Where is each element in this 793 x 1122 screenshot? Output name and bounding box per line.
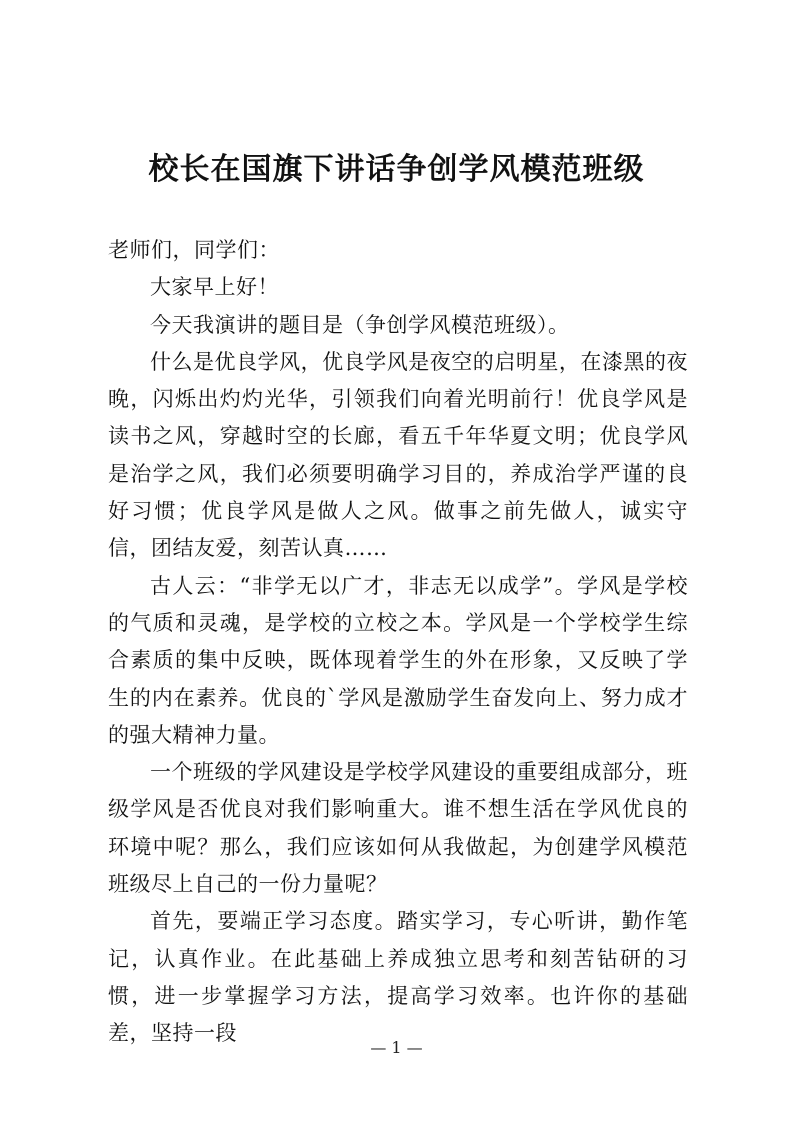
- document-title: 校长在国旗下讲话争创学风模范班级: [148, 152, 645, 187]
- salutation: 老师们，同学们：: [108, 238, 280, 262]
- paragraph-first-attitude: 首先，要端正学习态度。踏实学习，专心听讲，勤作笔记，认真作业。在此基础上养成独立思考和刻苦钻研的习惯，进一步掌握学习方法，提高学习效率。也许你的基础差，坚持一段: [108, 909, 688, 1046]
- page-number: — 1 —: [370, 1038, 423, 1057]
- paragraph-what-is-good-study-style: 什么是优良学风，优良学风是夜空的启明星，在漆黑的夜晚，闪烁出灼灼光华，引领我们向着光明前行！优良学风是读书之风，穿越时空的长廊，看五千年华夏文明；优良学风是治学之风，我们必须要明确学习目的，养成治学严谨的良好习惯；优良学风是做人之风。做事之前先做人，诚实守信，团结友爱，刻苦认真……: [108, 349, 688, 561]
- document-body: [108, 232, 688, 1053]
- paragraph-topic: 今天我演讲的题目是（争创学风模范班级）。: [150, 312, 570, 337]
- paragraph-class-study-style: 一个班级的学风建设是学校学风建设的重要组成部分，班级学风是否优良对我们影响重大。谁不想生活在学风优良的环境中呢？那么，我们应该如何从我做起，为创建学风模范班级尽上自己的一份力量呢？: [108, 760, 688, 897]
- paragraph-ancient-saying: 古人云：“非学无以广才，非志无以成学”。学风是学校的气质和灵魂，是学校的立校之本。学风是一个学校学生综合素质的集中反映，既体现着学生的外在形象，又反映了学生的内在素养。优良的`学风是激励学生奋发向上、努力成才的强大精神力量。: [108, 573, 688, 747]
- paragraph-greeting: 大家早上好！: [150, 275, 279, 300]
